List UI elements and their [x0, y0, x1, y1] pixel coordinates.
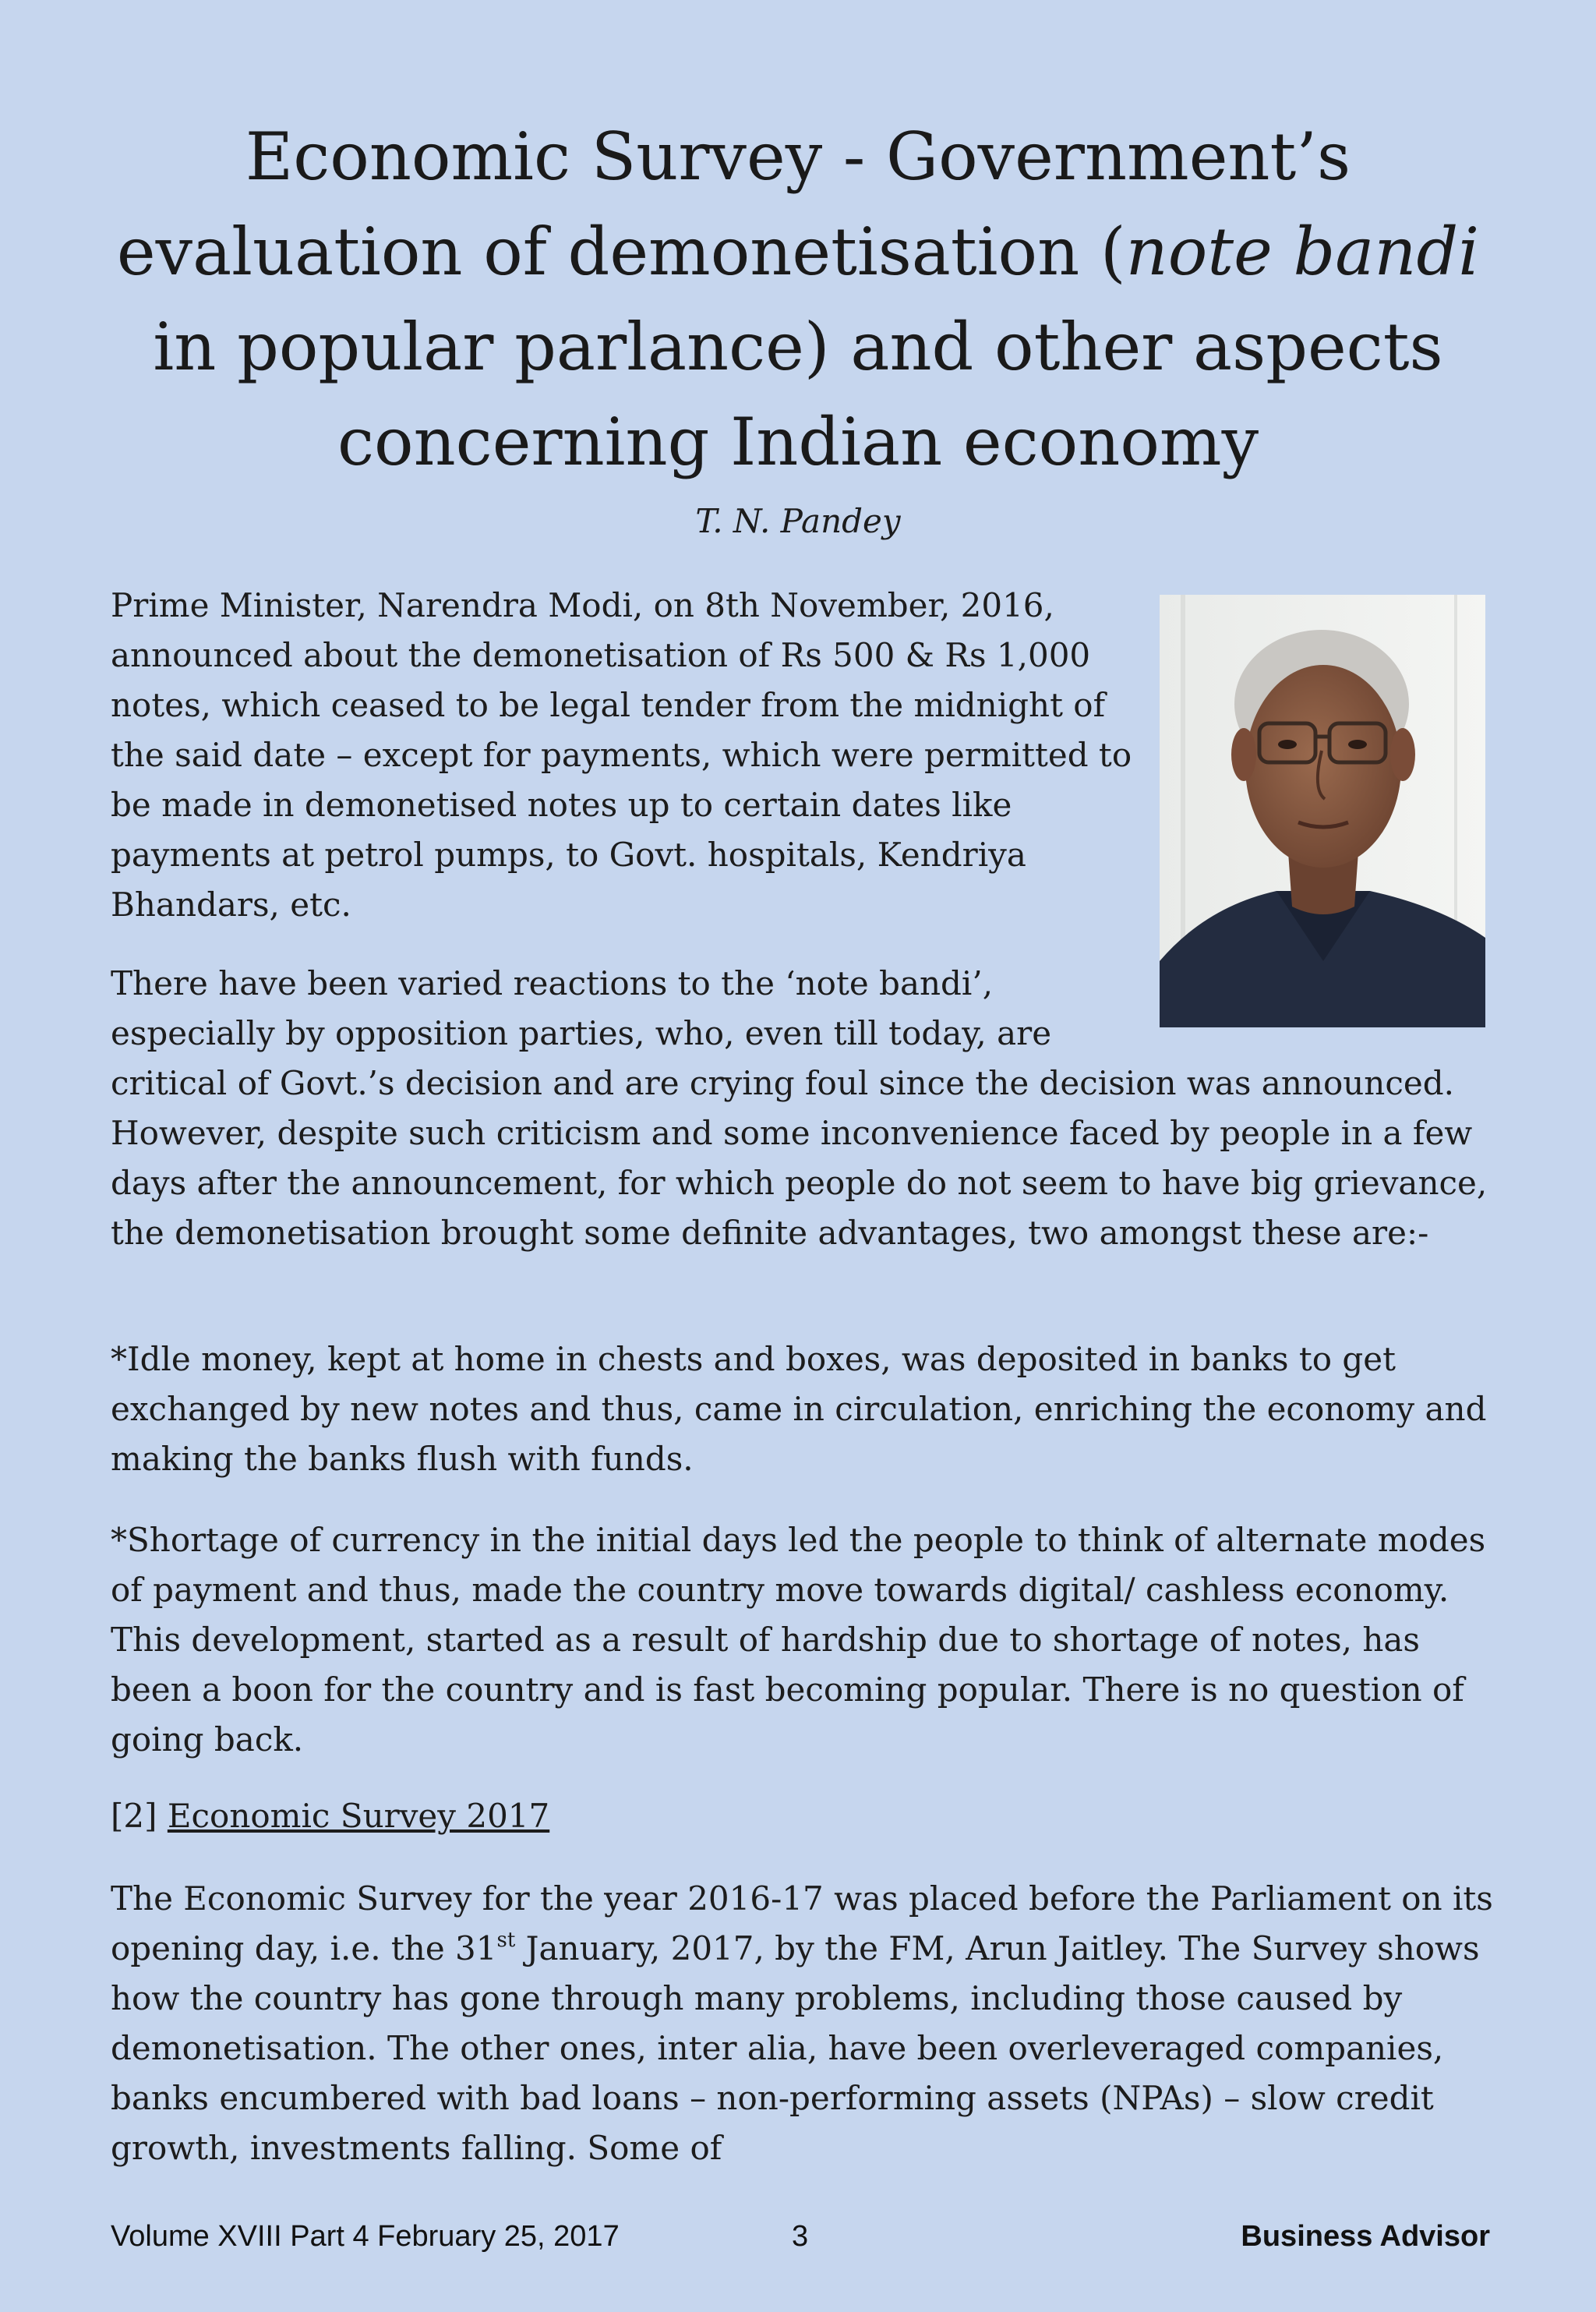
author-portrait-image [1160, 595, 1485, 1027]
paragraph-intro: Prime Minister, Narendra Modi, on 8th November, 2016, announced about the demonetisation of Rs 500 & Rs 1,000 notes, which ceased to be legal tender from the midnight of the said date – except for payments, which were permitted to be made in demonetised notes up to certain dates like payments at petrol pumps, to Govt. hospitals, Kendriya Bhandars, etc. [111, 586, 1132, 924]
paragraph-survey-start: The Economic Survey for the year 2016-17 was placed before the Parliament on its opening day, i.e. the 31 [111, 1879, 1493, 1967]
title-line-4: concerning Indian economy [337, 404, 1259, 480]
footer-page-number: 3 [792, 2220, 809, 2253]
paragraph-survey-rest: January, 2017, by the FM, Arun Jaitley. The Survey shows how the country has gone through many problems, including those caused by demonetisation. The other ones, inter alia, have been overleveraged companies, banks encumbered with bad loans – non-performing assets (NPAs) – slow credit growth, investments falling. Some of [111, 1929, 1480, 2167]
title-line-3: in popular parlance) and other aspects [153, 309, 1443, 385]
title-line-1: Economic Survey - Government’s [245, 118, 1351, 195]
section-heading [111, 1791, 1506, 1841]
paragraph-economic-survey [111, 1874, 1506, 2173]
paragraph-currency-shortage: *Shortage of currency in the initial days led the people to think of alternate modes of payment and thus, made the country move towards digital/ cashless economy. This development, started as a result of hardship due to shortage of notes, has been a boon for the country and is fast becoming popular. There is no question of going back. [111, 1521, 1486, 1759]
footer-issue: Volume XVIII Part 4 February 25, 2017 [111, 2220, 620, 2253]
author-byline: T. N. Pandey [695, 502, 901, 540]
title-italic-phrase: note bandi [1125, 214, 1480, 290]
ordinal-suffix: st [496, 1928, 516, 1952]
title-line-2: evaluation of demonetisation ( [116, 214, 1126, 290]
section-number: [2] [111, 1797, 157, 1835]
paragraph-reactions-part1: There have been varied reactions to the ‘note bandi’, especially by opposition parties, who, even till today, are [111, 964, 1052, 1052]
paragraph-reactions-part2: critical of Govt.’s decision and are crying foul since the decision was announced. However, despite such criticism and some inconvenience faced by people in a few days after the announcement, for which people do not seem to have big grievance, the demonetisation brought some definite advantages, two amongst these are:- [111, 1064, 1488, 1252]
footer-publication: Business Advisor [1241, 2220, 1490, 2253]
section-title: Economic Survey 2017 [167, 1797, 550, 1835]
article-title [78, 109, 1518, 490]
paragraph-idle-money: *Idle money, kept at home in chests and boxes, was deposited in banks to get exchanged by new notes and thus, came in circulation, enriching the economy and making the banks flush with funds. [111, 1340, 1487, 1478]
